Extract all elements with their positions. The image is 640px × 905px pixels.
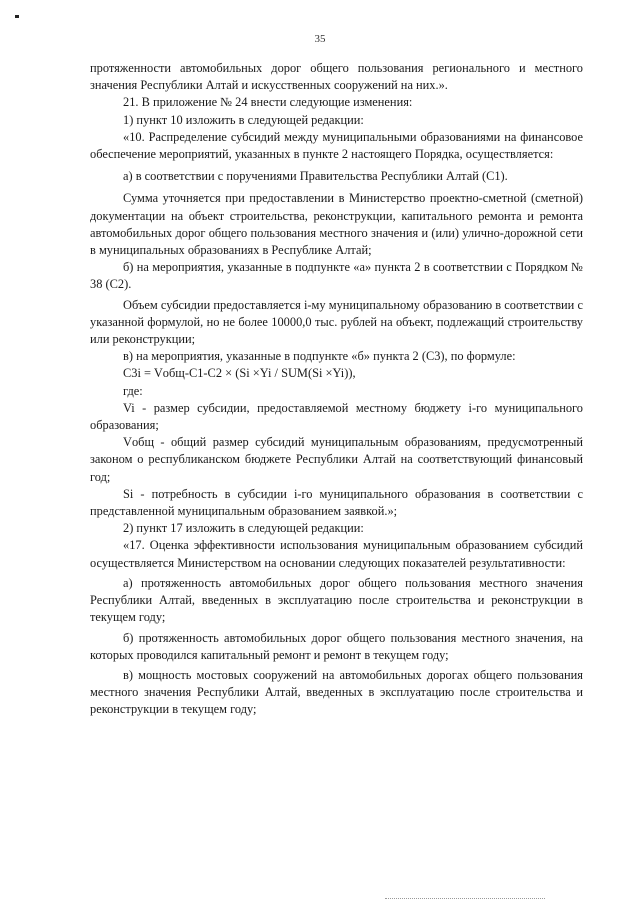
paragraph: 2) пункт 17 изложить в следующей редакции: <box>123 521 364 536</box>
paragraph: протяженности автомобильных дорог общего пользования регионального и местного значения Республики Алтай и искусственных сооружений на них.». <box>90 61 583 93</box>
paragraph: в) на мероприятия, указанные в подпункте «б» пункта 2 (C3), по формуле: <box>123 349 516 364</box>
paragraph: где: <box>123 383 143 398</box>
paragraph: Vi - размер субсидии, предоставляемой местному бюджету i-го муниципального образования; <box>90 400 583 433</box>
paragraph: а) протяженность автомобильных дорог общего пользования местного значения Республики Алтай, введенных в эксплуатацию после строительства и реконструкции в текущем году; <box>90 575 583 625</box>
document-body <box>90 60 583 719</box>
paragraph: Vобщ - общий размер субсидий муниципальным образованиям, предусмотренный законом о республиканском бюджете Республики Алтай на соответствующий финансовый год; <box>90 435 583 484</box>
scan-corner-mark <box>15 15 19 18</box>
paragraph: 21. В приложение № 24 внести следующие изменения: <box>123 95 413 110</box>
scan-bottom-rule <box>385 898 545 899</box>
paragraph: Объем субсидии предоставляется i-му муниципальному образованию в соответствии с указанной формулой, но не более 10000,0 тыс. рублей на объект, подлежащий строительству или реконструкции; <box>90 297 583 347</box>
paragraph: «17. Оценка эффективности использования муниципальным образованием субсидий осуществляется Министерством на основании следующих показателей результативности: <box>90 538 583 570</box>
paragraph: б) на мероприятия, указанные в подпункте «а» пункта 2 в соответствии с Порядком № 38 (C2). <box>90 260 583 292</box>
paragraph: Si - потребность в субсидии i-го муниципального образования в соответствии с представленной муниципальным образованием заявкой.»; <box>90 486 583 519</box>
paragraph: 1) пункт 10 изложить в следующей редакции: <box>123 112 364 127</box>
formula: C3i = Vобщ-C1-C2 × (Si ×Yi / SUM(Si ×Yi)), <box>123 366 356 381</box>
paragraph: Сумма уточняется при предоставлении в Министерство проектно-сметной (сметной) документации на объект строительства, реконструкции, капитального ремонта и ремонта автомобильных дорог общего пользования местного значения и (или) улично-дорожной сети в муниципальных образованиях в Республике Алтай; <box>90 191 583 258</box>
paragraph: в) мощность мостовых сооружений на автомобильных дорогах общего пользования местного значения Республики Алтай, введенных в эксплуатацию после строительства и реконструкции в текущем году; <box>90 667 583 717</box>
paragraph: «10. Распределение субсидий между муниципальными образованиями на финансовое обеспечение мероприятий, указанных в пункте 2 настоящего Порядка, осуществляется: <box>90 129 583 162</box>
paragraph: а) в соответствии с поручениями Правительства Республики Алтай (C1). <box>123 169 508 184</box>
paragraph: б) протяженность автомобильных дорог общего пользования местного значения, на которых проводился капитальный ремонт и ремонт в текущем году; <box>90 630 583 662</box>
page-number: 35 <box>314 33 326 45</box>
